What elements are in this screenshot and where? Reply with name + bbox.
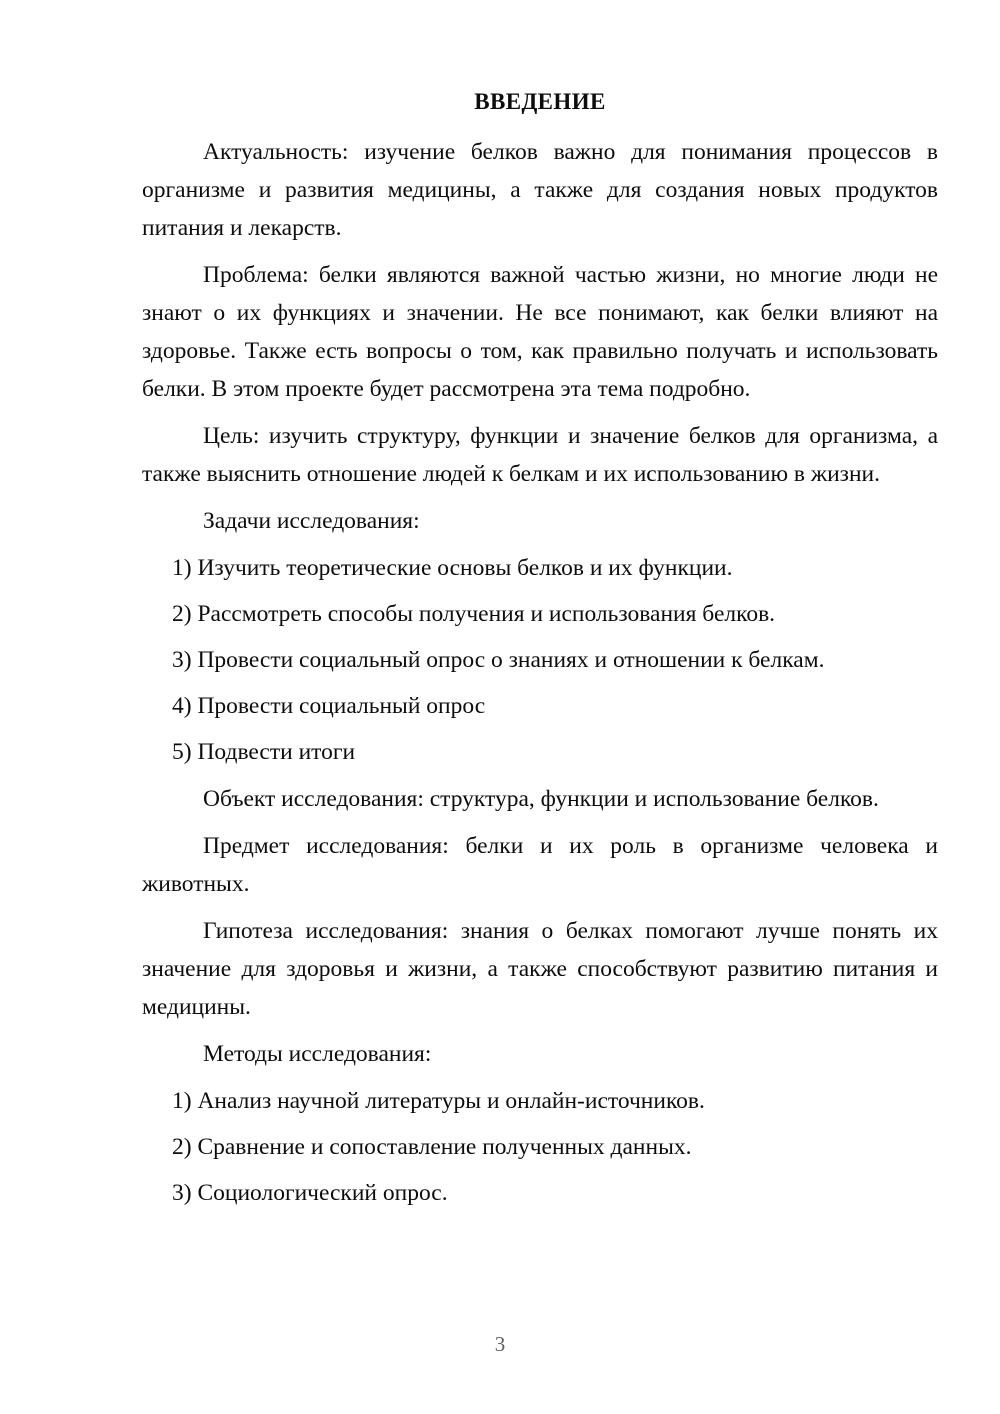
paragraph-goal: Цель: изучить структуру, функции и значение белков для организма, а также выяснить отношение людей к белкам и их использованию в жизни. bbox=[142, 422, 938, 487]
heading-methods: Методы исследования: bbox=[203, 1040, 432, 1067]
tasks-list bbox=[142, 549, 938, 771]
paragraph-subject: Предмет исследования: белки и их роль в организме человека и животных. bbox=[142, 832, 938, 897]
paragraph-hypothesis: Гипотеза исследования: знания о белках помогают лучше понять их значение для здоровья и жизни, а также способствуют развитию питания и медицины. bbox=[142, 917, 938, 1020]
list-item: 4) Провести социальный опрос bbox=[172, 692, 486, 719]
list-item: 3) Провести социальный опрос о знаниях и отношении к белкам. bbox=[172, 646, 825, 673]
paragraph-problem: Проблема: белки являются важной частью жизни, но многие люди не знают о их функциях и значении. Не все понимают, как белки влияют на здоровье. Также есть вопросы о том, как правильно получать и использовать белки. В этом проекте будет рассмотрена эта тема подробно. bbox=[142, 261, 938, 402]
page-number: 3 bbox=[494, 1332, 506, 1356]
paragraph-object: Объект исследования: структура, функции и использование белков. bbox=[203, 785, 879, 812]
list-item: 1) Анализ научной литературы и онлайн-источников. bbox=[172, 1087, 705, 1114]
page-title: ВВЕДЕНИЕ bbox=[474, 89, 606, 114]
heading-tasks: Задачи исследования: bbox=[203, 507, 420, 534]
list-item: 5) Подвести итоги bbox=[172, 738, 356, 765]
list-item: 3) Социологический опрос. bbox=[172, 1179, 448, 1206]
list-item: 2) Рассмотреть способы получения и использования белков. bbox=[172, 600, 776, 627]
list-item: 2) Сравнение и сопоставление полученных данных. bbox=[172, 1133, 692, 1160]
list-item: 1) Изучить теоретические основы белков и их функции. bbox=[172, 554, 733, 581]
paragraph-relevance: Актуальность: изучение белков важно для понимания процессов в организме и развития медицины, а также для создания новых продуктов питания и лекарств. bbox=[142, 138, 938, 241]
spacer bbox=[142, 771, 938, 780]
page-content bbox=[142, 88, 938, 1212]
methods-list bbox=[142, 1082, 938, 1212]
